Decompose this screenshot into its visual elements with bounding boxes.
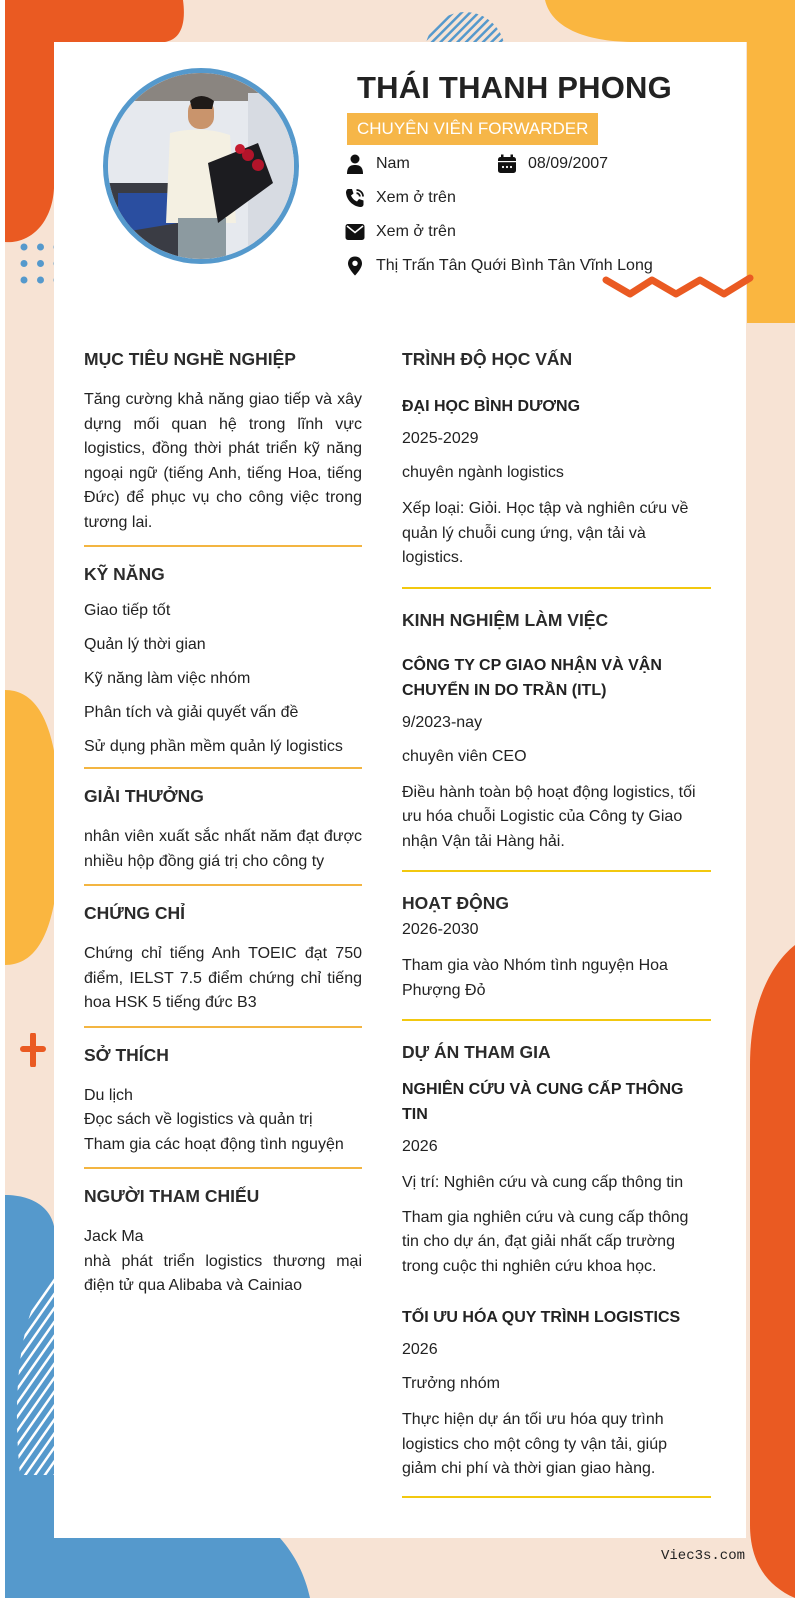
project-year: 2026	[402, 1341, 438, 1358]
project-role: Vị trí: Nghiên cứu và cung cấp thông tin	[402, 1174, 684, 1191]
objective-text: Tăng cường khả năng giao tiếp và xây dựng mối quan hệ trong lĩnh vực logistics, đồng thời phát triển kỹ năng ngoại ngữ (tiếng Anh, tiếng Hoa, tiếng Đức) để phục vụ cho công việc trong tương lai.	[84, 391, 362, 531]
left-column	[84, 346, 362, 1299]
activity-period: 2026-2030	[402, 921, 479, 938]
section-title: GIẢI THƯỞNG	[84, 786, 204, 806]
section-divider	[402, 1019, 711, 1021]
contact-gender	[345, 154, 410, 174]
candidate-name: THÁI THANH PHONG	[357, 70, 672, 105]
contact-phone	[345, 188, 456, 208]
email-value: Xem ở trên	[376, 223, 456, 240]
right-column	[402, 346, 711, 1516]
experience-period: 9/2023-nay	[402, 713, 483, 731]
section-title: NGƯỜI THAM CHIẾU	[84, 1186, 260, 1206]
experience-position: chuyên viên CEO	[402, 747, 527, 765]
skill-item: Giao tiếp tốt	[84, 602, 171, 619]
project-name: NGHIÊN CỨU VÀ CUNG CẤP THÔNG TIN	[402, 1081, 684, 1123]
skills-section	[84, 561, 362, 757]
skill-item: Kỹ năng làm việc nhóm	[84, 670, 251, 687]
gender-value: Nam	[376, 155, 410, 172]
certificates-text: Chứng chỉ tiếng Anh TOEIC đạt 750 điểm, IELST 7.5 điểm chứng chỉ tiếng hoa HSK 5 tiếng đức B3	[84, 945, 362, 1011]
project-role: Trưởng nhóm	[402, 1375, 500, 1392]
section-title: DỰ ÁN THAM GIA	[402, 1042, 551, 1062]
section-title: KỸ NĂNG	[84, 564, 165, 584]
education-period: 2025-2029	[402, 430, 479, 447]
awards-text: nhân viên xuất sắc nhất năm đạt được nhiều hộp đồng giá trị cho công ty	[84, 828, 362, 870]
section-title: TRÌNH ĐỘ HỌC VẤN	[402, 349, 573, 369]
education-description: Xếp loại: Giỏi. Học tập và nghiên cứu về quản lý chuỗi cung ứng, vận tải và logistics.	[402, 500, 689, 566]
contact-address	[345, 256, 653, 276]
envelope-icon	[345, 222, 365, 242]
projects-section	[402, 1039, 697, 1482]
location-pin-icon	[345, 256, 365, 276]
certificates-section	[84, 900, 362, 1016]
experience-section	[402, 607, 697, 855]
watermark-text: Viec3s.com	[661, 1548, 746, 1564]
avatar-photo	[103, 68, 299, 264]
skill-item: Sử dụng phần mềm quản lý logistics	[84, 738, 343, 755]
awards-section	[84, 783, 362, 874]
section-divider	[84, 767, 362, 769]
references-section	[84, 1183, 362, 1299]
project-item	[402, 1077, 697, 1279]
hobby-item: Tham gia các hoạt động tình nguyện	[84, 1135, 344, 1153]
birthday-value: 08/09/2007	[528, 155, 609, 172]
company-name: CÔNG TY CP GIAO NHẬN VÀ VẬN CHUYỂN IN DO TRẦN (ITL)	[402, 656, 662, 699]
contact-birthday	[497, 154, 608, 174]
contact-email	[345, 222, 456, 242]
hobbies-section	[84, 1042, 362, 1158]
section-title: SỞ THÍCH	[84, 1044, 169, 1065]
section-title: CHỨNG CHỈ	[84, 903, 186, 923]
activity-description: Tham gia vào Nhóm tình nguyện Hoa Phượng Đỏ	[402, 957, 668, 999]
hobby-item: Du lịch	[84, 1086, 133, 1104]
calendar-icon	[497, 154, 517, 174]
hobby-item: Đọc sách về logistics và quản trị	[84, 1111, 313, 1128]
project-description: Thực hiện dự án tối ưu hóa quy trình logistics cho một công ty vận tải, giúp giảm chi phí và thời gian giao hàng.	[402, 1411, 668, 1477]
school-name: ĐẠI HỌC BÌNH DƯƠNG	[402, 398, 581, 415]
section-divider	[84, 884, 362, 886]
phone-icon	[345, 188, 365, 208]
plus-decoration	[20, 1033, 46, 1067]
education-section	[402, 346, 692, 571]
section-divider	[402, 870, 711, 872]
section-divider	[84, 1026, 362, 1028]
project-name: TỐI ƯU HÓA QUY TRÌNH LOGISTICS	[402, 1309, 681, 1326]
education-major: chuyên ngành logistics	[402, 464, 564, 481]
section-divider	[402, 587, 711, 589]
striped-circle-decoration	[420, 10, 510, 42]
user-icon	[345, 154, 365, 174]
section-divider	[84, 545, 362, 547]
job-title-badge: CHUYÊN VIÊN FORWARDER	[347, 113, 598, 145]
activities-section	[402, 890, 697, 1003]
reference-name: Jack Ma	[84, 1228, 144, 1245]
reference-text: nhà phát triển logistics thương mại điện tử qua Alibaba và Cainiao	[84, 1252, 362, 1294]
section-divider	[402, 1496, 711, 1498]
phone-value: Xem ở trên	[376, 189, 456, 206]
project-year: 2026	[402, 1138, 438, 1155]
project-description: Tham gia nghiên cứu và cung cấp thông tin cho dự án, đạt giải nhất cấp trường trong cuộc thi nghiên cứu khoa học.	[402, 1208, 689, 1275]
skill-item: Quản lý thời gian	[84, 636, 206, 653]
experience-description: Điều hành toàn bộ hoạt động logistics, tối ưu hóa chuỗi Logistic của Công ty Giao nhận Vận tải Hàng hải.	[402, 783, 696, 850]
section-title: KINH NGHIỆM LÀM VIỆC	[402, 609, 609, 630]
section-title: HOẠT ĐỘNG	[402, 893, 509, 913]
section-title: MỤC TIÊU NGHỀ NGHIỆP	[84, 349, 296, 369]
skill-item: Phân tích và giải quyết vấn đề	[84, 704, 299, 721]
address-value: Thị Trấn Tân Quới Bình Tân Vĩnh Long	[376, 257, 653, 274]
objective-section	[84, 346, 362, 535]
section-divider	[84, 1167, 362, 1169]
project-item	[402, 1305, 697, 1482]
person-photo-icon	[108, 73, 294, 259]
